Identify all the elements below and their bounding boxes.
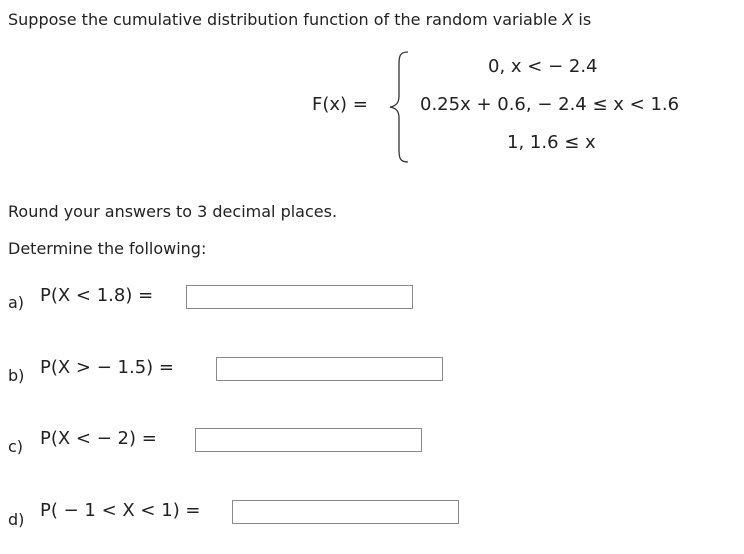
intro-text: Suppose the cumulative distribution function of the random variable	[8, 10, 563, 29]
question-c-expression: P(X < − 2) =	[40, 428, 157, 449]
determine-prompt: Determine the following:	[8, 239, 207, 258]
question-b-letter: b)	[8, 366, 25, 385]
left-brace-icon	[388, 50, 410, 164]
question-b-expression: P(X > − 1.5) =	[40, 357, 174, 378]
answer-a-input[interactable]	[186, 285, 413, 309]
question-d-expression: P( − 1 < X < 1) =	[40, 500, 201, 521]
problem-intro	[8, 10, 591, 29]
question-a-letter: a)	[8, 293, 25, 312]
case-line-3: 1, 1.6 ≤ x	[507, 132, 596, 153]
question-c-letter: c)	[8, 437, 24, 456]
answer-b-input[interactable]	[216, 357, 443, 381]
question-a-expression: P(X < 1.8) =	[40, 285, 154, 306]
answer-c-input[interactable]	[195, 428, 422, 452]
answer-d-input[interactable]	[232, 500, 459, 524]
case-line-2: 0.25x + 0.6, − 2.4 ≤ x < 1.6	[420, 94, 680, 115]
case-line-1: 0, x < − 2.4	[488, 56, 598, 77]
rounding-instruction: Round your answers to 3 decimal places.	[8, 202, 338, 221]
intro-text-end: is	[573, 10, 592, 29]
variable-name: X	[562, 10, 574, 29]
question-d-letter: d)	[8, 510, 25, 529]
function-label: F(x) =	[312, 94, 368, 115]
